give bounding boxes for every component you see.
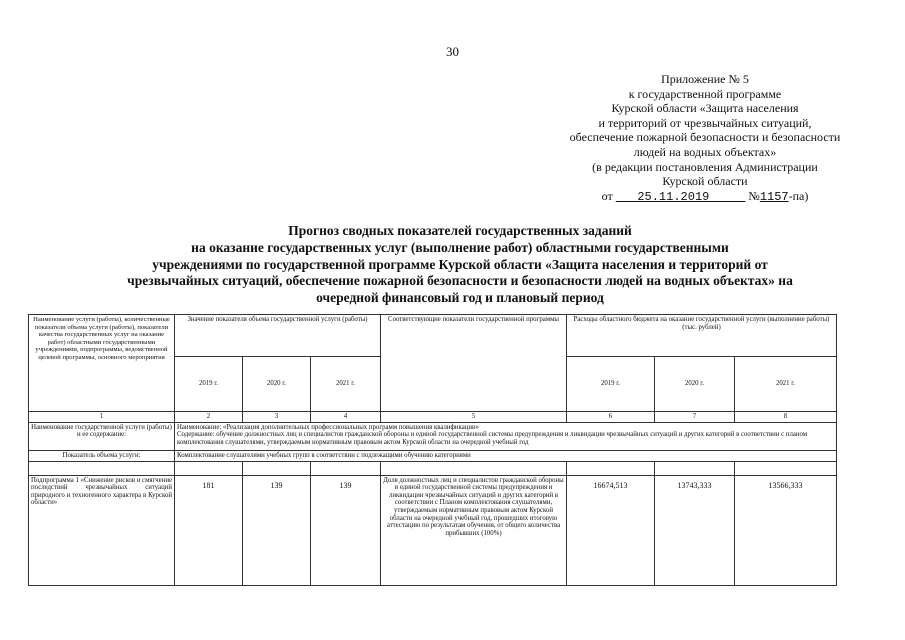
spacer-cell <box>29 461 175 475</box>
header-year: 2021 г. <box>735 357 837 412</box>
header-budget-group: Расходы областного бюджета на оказание государственной услуги (выполнение работы) (тыс. рублей) <box>567 315 837 357</box>
column-number: 5 <box>381 412 567 423</box>
page-number: 30 <box>446 44 459 59</box>
date-value: 25.11.2019 <box>637 189 710 204</box>
title-line: учреждениями по государственной программе Курской области «Защита населения и территорий от <box>152 256 768 272</box>
subprogram-name: Подпрограмма 1 «Снижение рисков и смягчение последствий чрезвычайных ситуаций природного и техногенного характера в Курской области» <box>29 475 175 585</box>
appendix-block <box>540 72 870 204</box>
title-line: Прогноз сводных показателей государственных заданий <box>288 223 632 238</box>
appendix-line: Курской области <box>662 174 748 189</box>
budget-value: 16674,513 <box>567 475 655 585</box>
title-line: чрезвычайных ситуаций, обеспечение пожарной безопасности и безопасности людей на водных объектах» на <box>127 273 793 289</box>
document-title <box>60 223 860 307</box>
volume-value: 181 <box>175 475 243 585</box>
spacer-cell <box>311 461 381 475</box>
column-number: 7 <box>655 412 735 423</box>
column-number: 1 <box>29 412 175 423</box>
volume-indicator-value: Комплектование слушателями учебных групп в соответствии с подлежащими обучению категориями <box>175 450 837 461</box>
appendix-line: обеспечение пожарной безопасности и безопасности <box>569 130 841 145</box>
date-prefix: от <box>601 188 613 203</box>
forecast-table <box>28 314 837 586</box>
service-name: Наименование: «Реализация дополнительных профессиональных программ повышения квалификации» <box>177 423 480 431</box>
header-year: 2019 г. <box>175 357 243 412</box>
column-number: 4 <box>311 412 381 423</box>
volume-value: 139 <box>311 475 381 585</box>
appendix-line: Курской области «Защита населения <box>611 101 799 116</box>
service-description <box>175 422 837 450</box>
volume-value: 139 <box>243 475 311 585</box>
header-volume-group: Значение показателя объема государственной услуги (работы) <box>175 315 381 357</box>
appendix-line: Приложение № 5 <box>661 72 749 86</box>
document-date <box>616 190 746 204</box>
number-prefix: № <box>748 188 760 203</box>
header-program-indicators: Соответствующие показатели государственной программы <box>381 315 567 412</box>
spacer-cell <box>567 461 655 475</box>
appendix-line: (в редакции постановления Администрации <box>592 159 818 174</box>
appendix-line: и территорий от чрезвычайных ситуаций, <box>598 115 812 130</box>
spacer-cell <box>735 461 837 475</box>
column-number: 2 <box>175 412 243 423</box>
title-line: на оказание государственных услуг (выполнение работ) областными государственными <box>191 239 729 255</box>
spacer-cell <box>175 461 243 475</box>
appendix-line: людей на водных объектах» <box>633 144 777 159</box>
budget-value: 13743,333 <box>655 475 735 585</box>
service-content: Содержание: обучение должностных лиц и специалистов гражданской обороны и единой государственной системы предупреждения и ликвидации чрезвычайных ситуаций и других категорий в соответствии с планом комплектования слушателями, утверждаемым нормативным правовым актом Курской области на очередной учебный год <box>177 431 808 446</box>
appendix-line: к государственной программе <box>628 86 782 101</box>
column-number: 3 <box>243 412 311 423</box>
number-suffix: -па) <box>788 188 809 203</box>
budget-value: 13566,333 <box>735 475 837 585</box>
appendix-date-line <box>540 189 870 205</box>
header-year: 2020 г. <box>655 357 735 412</box>
document-number: 1157 <box>759 189 789 204</box>
spacer-cell <box>381 461 567 475</box>
service-label: Наименование государственной услуги (работы) и ее содержание: <box>29 422 175 450</box>
spacer-cell <box>655 461 735 475</box>
header-year: 2020 г. <box>243 357 311 412</box>
volume-indicator-label: Показатель объема услуги: <box>29 450 175 461</box>
title-line: очередной финансовый год и плановый период <box>316 290 604 306</box>
spacer-cell <box>243 461 311 475</box>
header-service-name: Наименование услуги (работы), количественные показатели объема услуги (работы), показатели качества государственных услуг на оказание работ) областными государственными учреждениями, подпрограммы, ведомственной целевой программы, основного мероприятия <box>29 315 175 412</box>
program-indicator: Доля должностных лиц и специалистов гражданской обороны и единой государственной системы предупреждения и ликвидации чрезвычайных ситуаций и других категорий в соответствии с Планом комплектования слушателями, утверждаемым нормативным правовым актом Курской области на очередной учебный год, прошедших итоговую аттестацию по результатам обучения, от общего количества прибывших (100%) <box>381 475 567 585</box>
column-number: 6 <box>567 412 655 423</box>
header-year: 2021 г. <box>311 357 381 412</box>
column-number: 8 <box>735 412 837 423</box>
header-year: 2019 г. <box>567 357 655 412</box>
